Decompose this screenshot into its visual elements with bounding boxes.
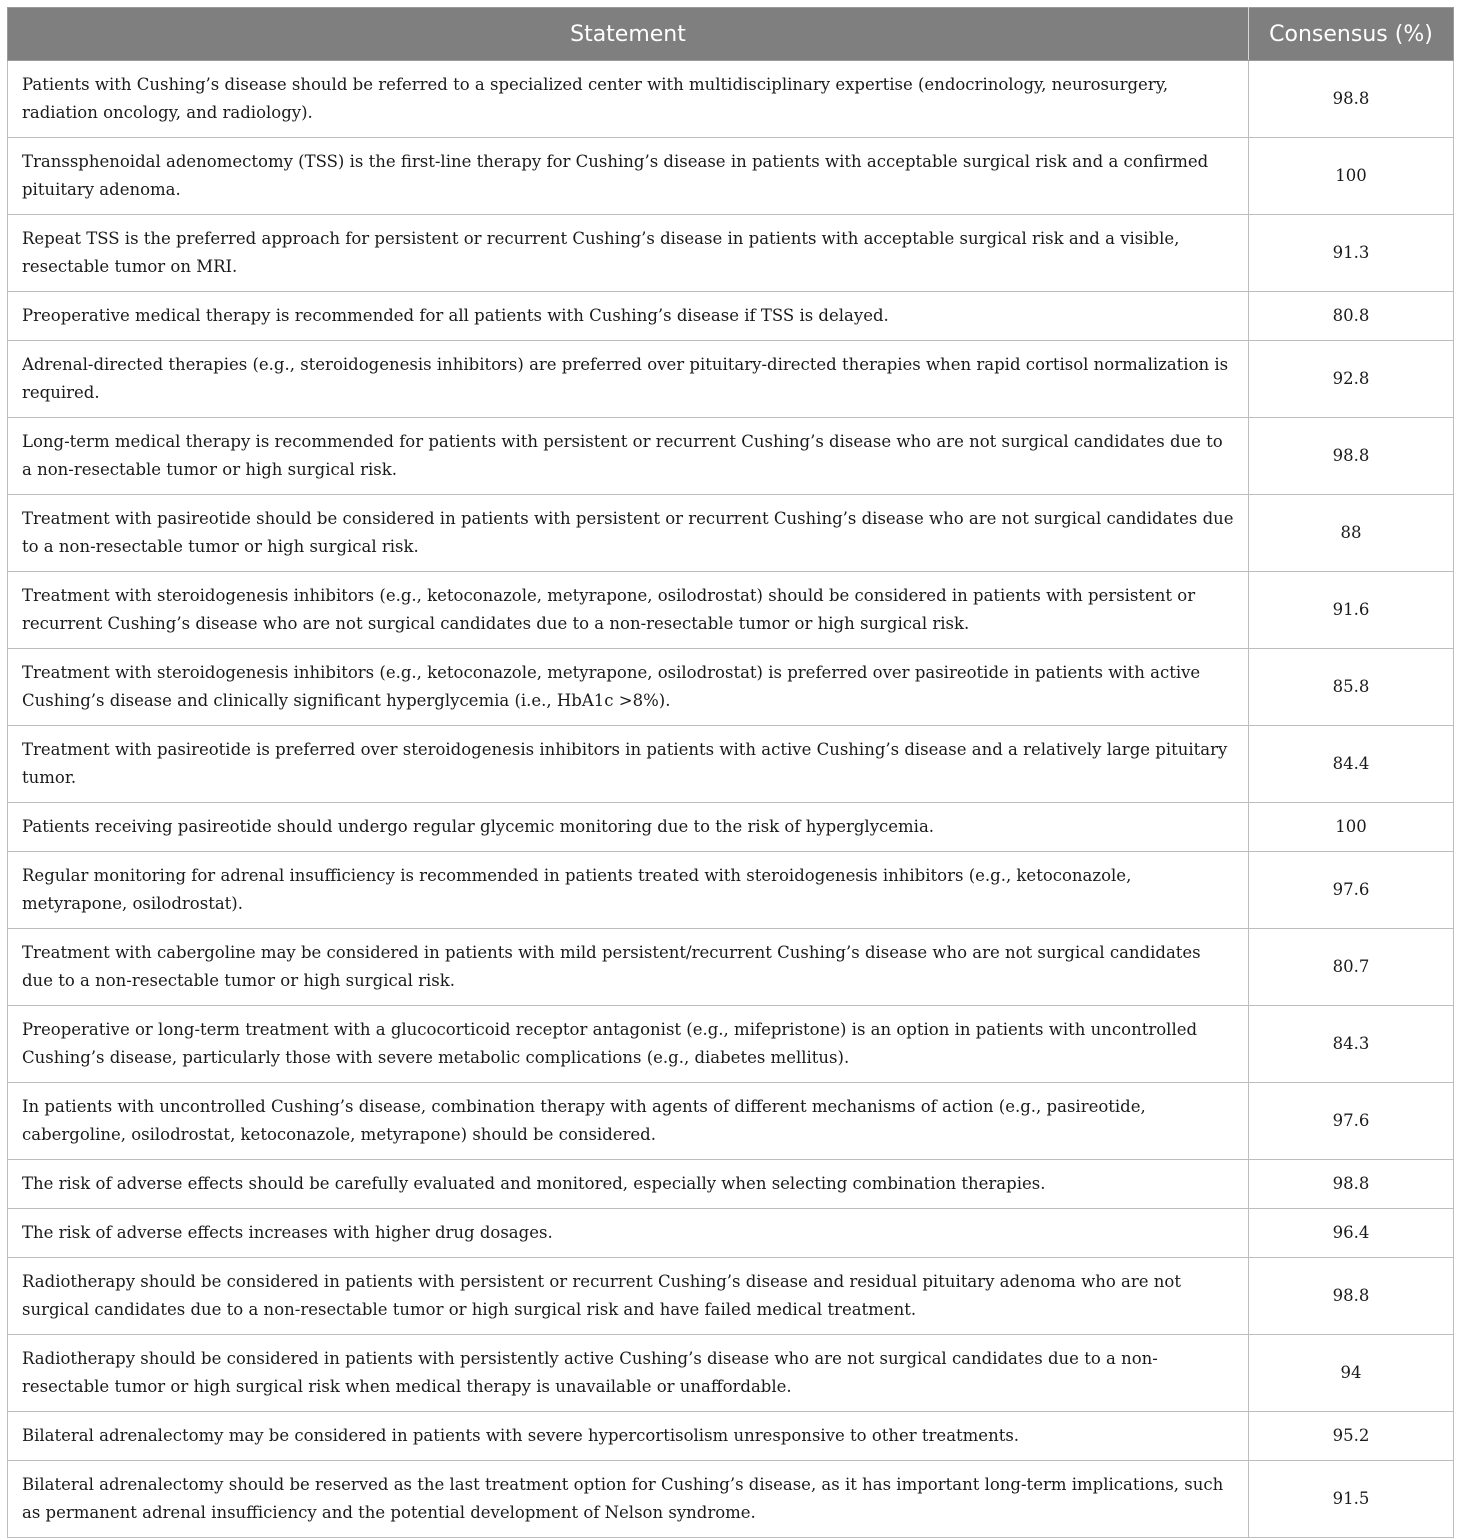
statement-cell: Regular monitoring for adrenal insufficiency is recommended in patients treated with steroidogenesis inhibitors (e.g., ketoconazole, metyrapone, osilodrostat). <box>8 852 1249 929</box>
consensus-cell: 80.7 <box>1249 929 1454 1006</box>
consensus-cell: 91.6 <box>1249 572 1454 649</box>
statement-cell: Repeat TSS is the preferred approach for persistent or recurrent Cushing’s disease in patients with acceptable surgical risk and a visible, resectable tumor on MRI. <box>8 215 1249 292</box>
statement-cell: Radiotherapy should be considered in patients with persistently active Cushing’s disease who are not surgical candidates due to a non-resectable tumor or high surgical risk when medical therapy is unavailable or unaffordable. <box>8 1335 1249 1412</box>
table-row <box>8 803 1454 852</box>
statement-cell: Radiotherapy should be considered in patients with persistent or recurrent Cushing’s disease and residual pituitary adenoma who are not surgical candidates due to a non-resectable tumor or high surgical risk and have failed medical treatment. <box>8 1258 1249 1335</box>
consensus-cell: 91.5 <box>1249 1461 1454 1538</box>
consensus-cell: 100 <box>1249 803 1454 852</box>
consensus-cell: 94 <box>1249 1335 1454 1412</box>
table-row <box>8 929 1454 1006</box>
table-row <box>8 1160 1454 1209</box>
statement-cell: The risk of adverse effects increases with higher drug dosages. <box>8 1209 1249 1258</box>
table-row <box>8 649 1454 726</box>
consensus-cell: 100 <box>1249 138 1454 215</box>
table-row <box>8 61 1454 138</box>
consensus-table <box>7 7 1454 1538</box>
table-row <box>8 341 1454 418</box>
table-header <box>8 8 1454 61</box>
consensus-cell: 96.4 <box>1249 1209 1454 1258</box>
statement-cell: Preoperative medical therapy is recommended for all patients with Cushing’s disease if TSS is delayed. <box>8 292 1249 341</box>
table-row <box>8 495 1454 572</box>
table-row <box>8 726 1454 803</box>
consensus-cell: 91.3 <box>1249 215 1454 292</box>
statement-cell: Treatment with pasireotide is preferred over steroidogenesis inhibitors in patients with active Cushing’s disease and a relatively large pituitary tumor. <box>8 726 1249 803</box>
consensus-cell: 98.8 <box>1249 1160 1454 1209</box>
header-row <box>8 8 1454 61</box>
table-row <box>8 1461 1454 1538</box>
consensus-cell: 84.4 <box>1249 726 1454 803</box>
statement-cell: Treatment with cabergoline may be considered in patients with mild persistent/recurrent Cushing’s disease who are not surgical candidates due to a non-resectable tumor or high surgical risk. <box>8 929 1249 1006</box>
table-row <box>8 138 1454 215</box>
header-consensus: Consensus (%) <box>1249 8 1454 61</box>
consensus-cell: 92.8 <box>1249 341 1454 418</box>
table-body <box>8 61 1454 1538</box>
statement-cell: The risk of adverse effects should be carefully evaluated and monitored, especially when selecting combination therapies. <box>8 1160 1249 1209</box>
table-row <box>8 418 1454 495</box>
statement-cell: Treatment with steroidogenesis inhibitors (e.g., ketoconazole, metyrapone, osilodrostat) should be considered in patients with persistent or recurrent Cushing’s disease who are not surgical candidates due to a non-resectable tumor or high surgical risk. <box>8 572 1249 649</box>
table-row <box>8 1412 1454 1461</box>
statement-cell: Preoperative or long-term treatment with a glucocorticoid receptor antagonist (e.g., mifepristone) is an option in patients with uncontrolled Cushing’s disease, particularly those with severe metabolic complications (e.g., diabetes mellitus). <box>8 1006 1249 1083</box>
statement-cell: Patients with Cushing’s disease should be referred to a specialized center with multidisciplinary expertise (endocrinology, neurosurgery, radiation oncology, and radiology). <box>8 61 1249 138</box>
consensus-cell: 97.6 <box>1249 852 1454 929</box>
consensus-cell: 80.8 <box>1249 292 1454 341</box>
table-row <box>8 1258 1454 1335</box>
statement-cell: Patients receiving pasireotide should undergo regular glycemic monitoring due to the risk of hyperglycemia. <box>8 803 1249 852</box>
statement-cell: Bilateral adrenalectomy may be considered in patients with severe hypercortisolism unresponsive to other treatments. <box>8 1412 1249 1461</box>
consensus-cell: 98.8 <box>1249 61 1454 138</box>
consensus-cell: 95.2 <box>1249 1412 1454 1461</box>
statement-cell: Treatment with pasireotide should be considered in patients with persistent or recurrent Cushing’s disease who are not surgical candidates due to a non-resectable tumor or high surgical risk. <box>8 495 1249 572</box>
table-row <box>8 1209 1454 1258</box>
statement-cell: In patients with uncontrolled Cushing’s disease, combination therapy with agents of different mechanisms of action (e.g., pasireotide, cabergoline, osilodrostat, ketoconazole, metyrapone) should be considered. <box>8 1083 1249 1160</box>
header-statement: Statement <box>8 8 1249 61</box>
table-row <box>8 292 1454 341</box>
statement-cell: Transsphenoidal adenomectomy (TSS) is the first-line therapy for Cushing’s disease in patients with acceptable surgical risk and a confirmed pituitary adenoma. <box>8 138 1249 215</box>
consensus-cell: 98.8 <box>1249 1258 1454 1335</box>
statement-cell: Bilateral adrenalectomy should be reserved as the last treatment option for Cushing’s disease, as it has important long-term implications, such as permanent adrenal insufficiency and the potential development of Nelson syndrome. <box>8 1461 1249 1538</box>
statement-cell: Long-term medical therapy is recommended for patients with persistent or recurrent Cushing’s disease who are not surgical candidates due to a non-resectable tumor or high surgical risk. <box>8 418 1249 495</box>
consensus-cell: 97.6 <box>1249 1083 1454 1160</box>
table-row <box>8 215 1454 292</box>
table-row <box>8 1006 1454 1083</box>
consensus-cell: 88 <box>1249 495 1454 572</box>
consensus-table-container <box>7 7 1453 1538</box>
table-row <box>8 1083 1454 1160</box>
table-row <box>8 572 1454 649</box>
statement-cell: Adrenal-directed therapies (e.g., steroidogenesis inhibitors) are preferred over pituitary-directed therapies when rapid cortisol normalization is required. <box>8 341 1249 418</box>
table-row <box>8 1335 1454 1412</box>
table-row <box>8 852 1454 929</box>
consensus-cell: 98.8 <box>1249 418 1454 495</box>
statement-cell: Treatment with steroidogenesis inhibitors (e.g., ketoconazole, metyrapone, osilodrostat) is preferred over pasireotide in patients with active Cushing’s disease and clinically significant hyperglycemia (i.e., HbA1c >8%). <box>8 649 1249 726</box>
consensus-cell: 85.8 <box>1249 649 1454 726</box>
consensus-cell: 84.3 <box>1249 1006 1454 1083</box>
